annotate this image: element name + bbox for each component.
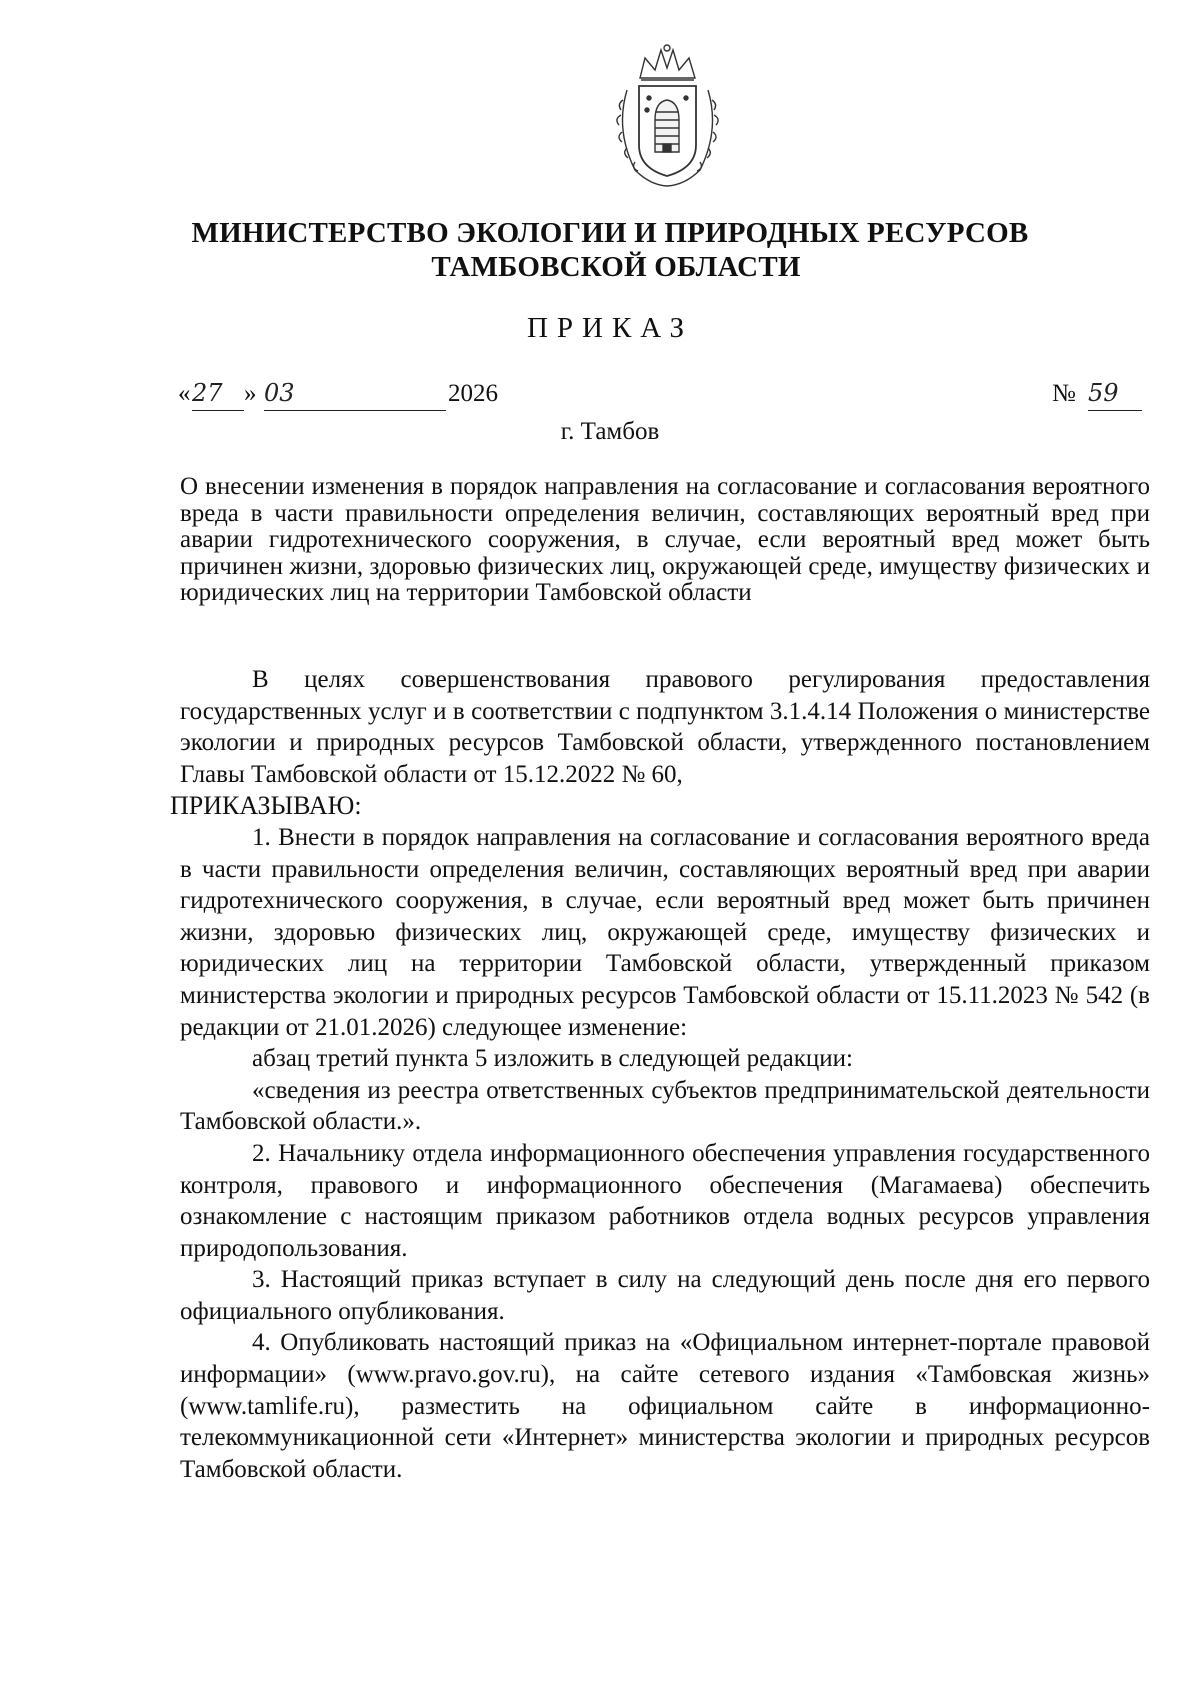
document-subject: О внесении изменения в порядок направления на согласование и согласования вероятного вреда в части правильности определения величин, составляющих вероятный вред при аварии гидротехнического сооружения, в случае, если вероятный вред может быть причинен жизни, здоровью физических лиц, окружающей среде, имуществу физических и юридических лиц на территории Тамбовской области [180, 473, 1150, 606]
organization-name-line2: ТАМБОВСКОЙ ОБЛАСТИ [431, 251, 801, 283]
date-open-quote: « [178, 380, 191, 407]
item-1-subparagraph-1: абзац третий пункта 5 изложить в следующей редакции: [252, 1045, 853, 1073]
number-field [1088, 380, 1142, 411]
date-day: 27 [192, 379, 223, 407]
preamble-paragraph: В целях совершенствования правового регулирования предоставления государственных услуг и в соответствии с подпунктом 3.1.4.14 Положения о министерстве экологии и природных ресурсов Тамбовской области, утвержденного постановлением Главы Тамбовской области от 15.12.2022 № 60, [180, 666, 1150, 788]
document-body [170, 664, 1150, 1485]
coat-of-arms-icon [605, 40, 730, 190]
number-sign: № [1052, 380, 1076, 407]
document-city: г. Тамбов [560, 418, 660, 445]
item-1-subparagraph-2: «сведения из реестра ответственных субъектов предпринимательской деятельности Тамбовской области.». [180, 1076, 1150, 1136]
date-year: 2026 [448, 380, 498, 407]
date-month-field [264, 380, 446, 411]
date-day-field [192, 380, 244, 411]
order-command: ПРИКАЗЫВАЮ: [170, 791, 362, 821]
date-month: 03 [264, 379, 295, 407]
number-value: 59 [1088, 379, 1119, 407]
item-4-paragraph: 4. Опубликовать настоящий приказ на «Официальном интернет-портале правовой информации» (www.pravo.gov.ru), на сайте сетевого издания «Тамбовская жизнь» (www.tamlife.ru), разместить на официальном сайте в информационно-телекоммуникационной сети «Интернет» министерства экологии и природных ресурсов Тамбовской области. [180, 1329, 1150, 1483]
item-2-paragraph: 2. Начальнику отдела информационного обеспечения управления государственного контроля, правового и информационного обеспечения (Магамаева) обеспечить ознакомление с настоящим приказом работников отдела водных ресурсов управления природопользования. [180, 1139, 1150, 1262]
date-close-quote: » [244, 380, 257, 407]
item-1-paragraph: 1. Внести в порядок направления на согласование и согласования вероятного вреда в части правильности определения величин, составляющих вероятный вред при аварии гидротехнического сооружения, в случае, если вероятный вред может быть причинен жизни, здоровью физических лиц, окружающей среде, имуществу физических и юридических лиц на территории Тамбовской области, утвержденный приказом министерства экологии и природных ресурсов Тамбовской области от 15.11.2023 № 542 (в редакции от 21.01.2026) следующее изменение: [180, 823, 1150, 1041]
document-type-title: ПРИКАЗ [526, 312, 694, 344]
item-3-paragraph: 3. Настоящий приказ вступает в силу на следующий день после дня его первого официального опубликования. [180, 1266, 1150, 1325]
organization-name-line1: МИНИСТЕРСТВО ЭКОЛОГИИ И ПРИРОДНЫХ РЕСУРСОВ [191, 217, 1029, 249]
